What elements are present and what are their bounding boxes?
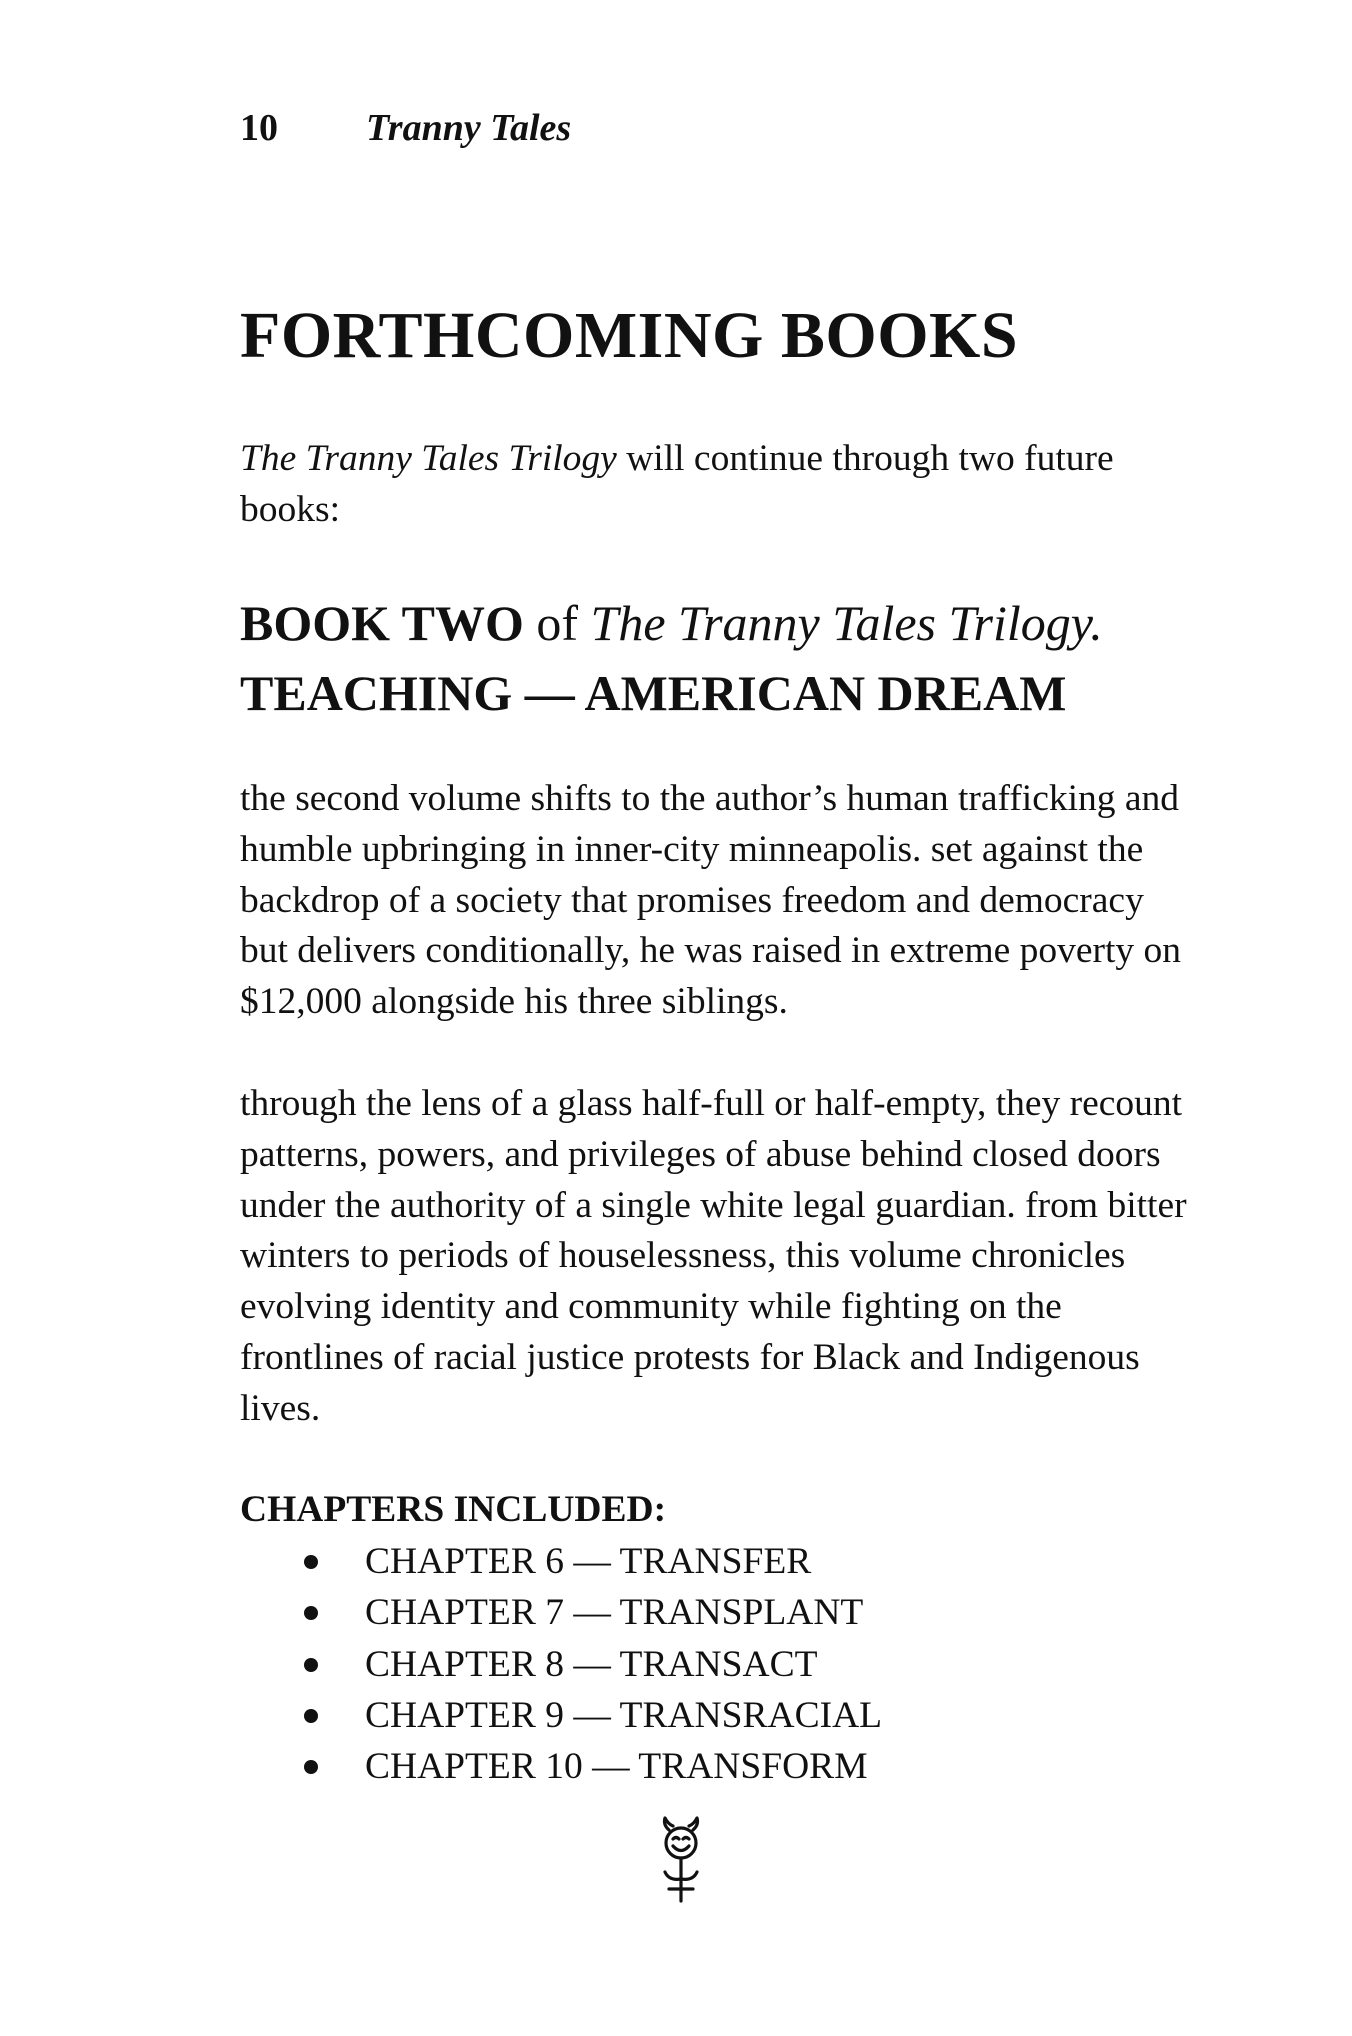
chapter-label: CHAPTER 9 — TRANSRACIAL [365,1694,883,1736]
page-number: 10 [240,107,278,149]
bullet-icon [304,1709,318,1723]
bullet-icon [304,1555,318,1569]
chapters-title: CHAPTERS INCLUDED: [240,1489,667,1530]
book-two-label: BOOK TWO [240,595,524,651]
bullet-icon [304,1760,318,1774]
intro-text: will continue through two future books: [240,438,1114,530]
book-two-subtitle: TEACHING — AMERICAN DREAM [240,665,1067,721]
running-head-title: Tranny Tales [366,107,572,149]
bullet-icon [304,1606,318,1620]
chapter-label: CHAPTER 8 — TRANSACT [365,1643,818,1685]
description-paragraph-2: through the lens of a glass half-full or half-empty, they recount patterns, powers, and privileges of abuse behind closed doors under the authority of a single white legal guardian. from bitter winters to periods of houselessness, this volume chronicles evolving identity and community while fighting on the frontlines of racial justice protests for Black and Indigenous lives. [240,1083,1187,1429]
book-two-series: The Tranny Tales Trilogy. [590,595,1103,651]
chapter-label: CHAPTER 10 — TRANSFORM [365,1746,868,1788]
bullet-icon [304,1658,318,1672]
intro-paragraph [240,434,1200,536]
chapter-label: CHAPTER 6 — TRANSFER [365,1541,812,1582]
running-head [240,104,571,152]
section-heading: FORTHCOMING BOOKS [240,299,1019,372]
book-two-heading [240,588,1103,728]
book-two-of: of [523,595,591,651]
book-two-title-line [240,588,1103,658]
description-paragraph-1: the second volume shifts to the author’s human trafficking and humble upbringing in inner-city minneapolis. set against the backdrop of a society that promises freedom and democracy but delivers conditionally, he was raised in extreme poverty on $12,000 alongside his three siblings. [240,778,1182,1023]
chapter-label: CHAPTER 7 — TRANSPLANT [365,1592,864,1634]
horned-smiley-symbol-icon [654,1815,708,1905]
intro-series-title: The Tranny Tales Trilogy [240,438,617,479]
